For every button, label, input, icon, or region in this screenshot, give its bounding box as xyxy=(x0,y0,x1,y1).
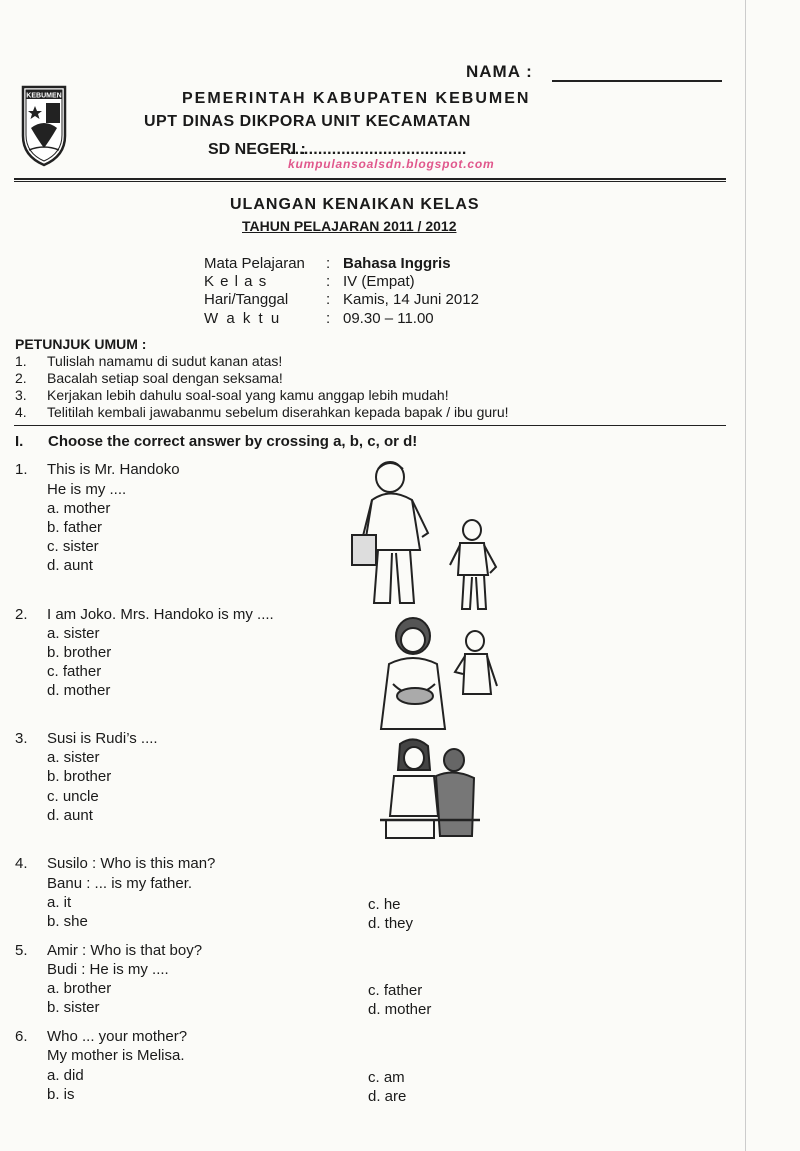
question-text: Susilo : Who is this man? xyxy=(47,855,216,872)
option-c[interactable]: c. he xyxy=(368,896,401,913)
option-b[interactable]: b. brother xyxy=(47,768,112,785)
mother-son-illustration xyxy=(375,614,510,736)
option-d[interactable]: d. mother xyxy=(368,1001,432,1018)
option-c[interactable]: c. uncle xyxy=(47,788,99,805)
header-school-blank: ...................................... xyxy=(290,141,467,158)
instruction-number: 4. xyxy=(15,404,27,420)
instruction-number: 3. xyxy=(15,387,27,403)
logo-text: KEBUMEN xyxy=(26,92,62,100)
section-number: I. xyxy=(15,433,24,450)
instruction-text: Kerjakan lebih dahulu soal-soal yang kamu anggap lebih mudah! xyxy=(47,387,449,403)
siblings-illustration xyxy=(380,736,480,848)
info-label: Mata Pelajaran xyxy=(204,255,305,272)
option-a[interactable]: a. sister xyxy=(47,625,100,642)
question-number: 2. xyxy=(15,606,28,623)
option-d[interactable]: d. aunt xyxy=(47,557,93,574)
option-a[interactable]: a. sister xyxy=(47,749,100,766)
section-instruction: Choose the correct answer by crossing a, b, c, or d! xyxy=(48,433,418,450)
option-b[interactable]: b. is xyxy=(47,1086,75,1103)
info-colon: : xyxy=(326,255,331,272)
option-a[interactable]: a. mother xyxy=(47,500,111,517)
option-b[interactable]: b. father xyxy=(47,519,103,536)
question-number: 1. xyxy=(15,461,28,478)
question-number: 6. xyxy=(15,1028,28,1045)
section-rule xyxy=(14,425,726,426)
option-c[interactable]: c. father xyxy=(47,663,102,680)
name-label: NAMA : xyxy=(466,62,533,81)
question-number: 5. xyxy=(15,942,28,959)
header-government: PEMERINTAH KABUPATEN KEBUMEN xyxy=(182,90,531,107)
exam-title: ULANGAN KENAIKAN KELAS xyxy=(230,196,480,213)
option-d[interactable]: d. mother xyxy=(47,682,111,699)
option-d[interactable]: d. are xyxy=(368,1088,407,1105)
option-b[interactable]: b. she xyxy=(47,913,88,930)
kebumen-logo xyxy=(20,84,68,172)
instructions-title: PETUNJUK UMUM : xyxy=(15,336,147,352)
father-son-illustration xyxy=(350,455,510,617)
question-text: Amir : Who is that boy? xyxy=(47,942,203,959)
info-label: K e l a s xyxy=(204,273,268,290)
info-value-subject: Bahasa Inggris xyxy=(343,255,451,272)
page-edge xyxy=(745,0,746,1151)
info-value-date: Kamis, 14 Juni 2012 xyxy=(343,291,479,308)
option-c[interactable]: c. sister xyxy=(47,538,99,555)
question-text: I am Joko. Mrs. Handoko is my .... xyxy=(47,606,274,623)
instruction-number: 1. xyxy=(15,353,27,369)
question-text: Budi : He is my .... xyxy=(47,961,169,978)
info-label: W a k t u xyxy=(204,310,282,327)
info-value-time: 09.30 – 11.00 xyxy=(343,310,434,327)
option-c[interactable]: c. father xyxy=(368,982,423,999)
info-value-class: IV (Empat) xyxy=(343,273,415,290)
instruction-text: Telitilah kembali jawabanmu sebelum diserahkan kepada bapak / ibu guru! xyxy=(47,404,509,420)
question-text: Banu : ... is my father. xyxy=(47,875,193,892)
option-b[interactable]: b. brother xyxy=(47,644,112,661)
instruction-text: Bacalah setiap soal dengan seksama! xyxy=(47,370,283,386)
option-d[interactable]: d. aunt xyxy=(47,807,93,824)
info-colon: : xyxy=(326,273,331,290)
option-a[interactable]: a. it xyxy=(47,894,72,911)
question-text: Susi is Rudi’s .... xyxy=(47,730,158,747)
exam-year: TAHUN PELAJARAN 2011 / 2012 xyxy=(242,218,457,234)
info-colon: : xyxy=(326,291,331,308)
instruction-number: 2. xyxy=(15,370,27,386)
option-b[interactable]: b. sister xyxy=(47,999,100,1016)
header-rule-thin xyxy=(14,181,726,182)
option-d[interactable]: d. they xyxy=(368,915,414,932)
question-number: 3. xyxy=(15,730,28,747)
info-colon: : xyxy=(326,310,331,327)
option-c[interactable]: c. am xyxy=(368,1069,405,1086)
question-text: This is Mr. Handoko xyxy=(47,461,180,478)
watermark: kumpulansoalsdn.blogspot.com xyxy=(288,157,495,171)
info-label: Hari/Tanggal xyxy=(204,291,289,308)
question-number: 4. xyxy=(15,855,28,872)
name-blank xyxy=(552,80,722,82)
header-school-label: SD NEGERI : xyxy=(208,141,306,158)
header-department: UPT DINAS DIKPORA UNIT KECAMATAN xyxy=(144,113,471,130)
header-rule xyxy=(14,178,726,180)
option-a[interactable]: a. brother xyxy=(47,980,112,997)
instruction-text: Tulislah namamu di sudut kanan atas! xyxy=(47,353,283,369)
question-text: Who ... your mother? xyxy=(47,1028,188,1045)
question-text: My mother is Melisa. xyxy=(47,1047,185,1064)
option-a[interactable]: a. did xyxy=(47,1067,84,1084)
question-text: He is my .... xyxy=(47,481,127,498)
